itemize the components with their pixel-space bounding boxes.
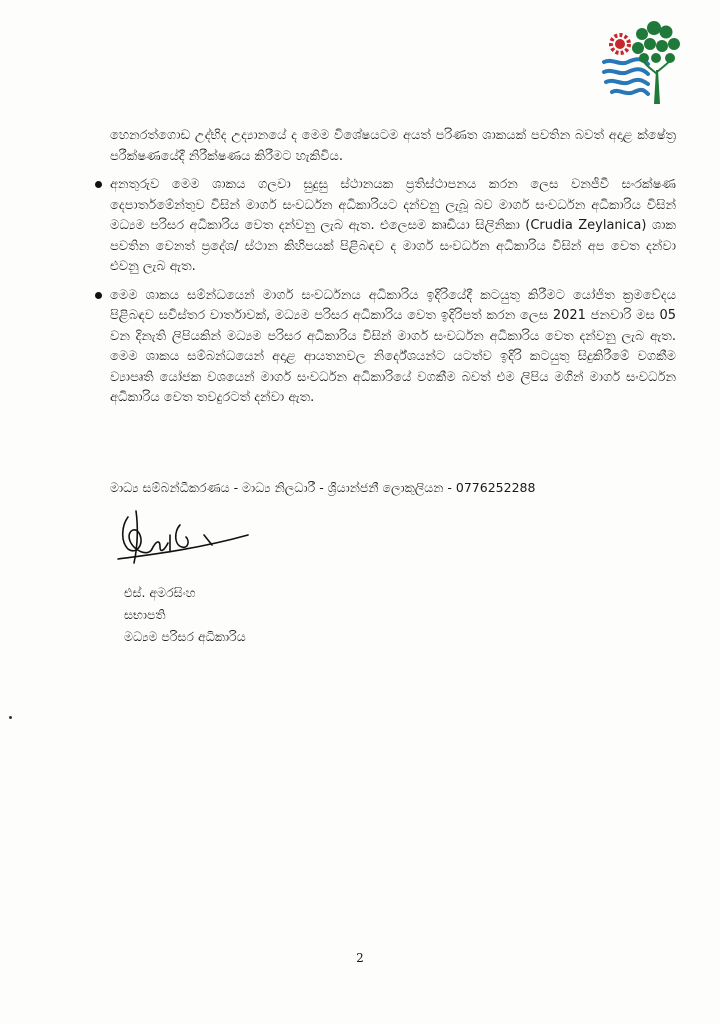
- signer-title: සභාපති: [124, 607, 166, 622]
- bullet-item: [110, 286, 676, 409]
- signer-block: [124, 582, 246, 648]
- water-icon: [604, 59, 648, 94]
- signer-name: එස්. අමරසිංහ: [124, 585, 196, 600]
- gear-icon: [611, 35, 629, 53]
- signer-organization: මධ්‍යම පරිසර අධිකාරිය: [124, 629, 246, 644]
- signature-image: [108, 505, 258, 585]
- bullet-item: [110, 175, 676, 278]
- paragraph-continuation: හෙනරත්ගොඩ උද්භිද උද්‍යානයේ ද මෙම විශේෂයටම අයත් පරිණත ශාකයක් පවතින බවත් අදාළ ක්ෂේත්‍ර පරීක්ෂණයේදී නිරීක්ෂණය කිරීමට හැකිවිය.: [110, 128, 676, 164]
- page-number: 2: [356, 951, 364, 965]
- bullet-icon: [95, 292, 102, 299]
- bullet-icon: [95, 181, 102, 188]
- authority-logo: [598, 18, 682, 108]
- letter-body: [110, 126, 676, 417]
- bullet-item-text: අනතුරුව මෙම ශාකය ගලවා සුදුසු ස්ථානයක ප්‍රතිස්ථාපනය කරන ලෙස වනජීවී සංරක්ෂණ දෙපාර්තමේන්තුව විසින් මාර්ග සංවර්ධන අධිකාරියට දන්වනු ලැබූ බව මාර්ග සංවර්ධන අධිකාරිය විසින් මධ්‍යම පරිසර අධිකාරිය වෙත දන්වනු ලැබ ඇත. එලෙසම කෘඩියා සිලිනිකා (Crudia Zeylanica) ශාක පවතින වෙනත් ප්‍රදේශ/ ස්ථාන කිහිපයක් පිළිබඳව ද මාර්ග සංවර්ධන අධිකාරිය විසින් අප වෙත දන්වා එවනු ලැබ ඇත.: [110, 177, 676, 274]
- scan-speck: [9, 716, 12, 719]
- media-contact-line: මාධ්‍ය සම්බන්ධීකරණය - මාධ්‍ය නිලධාරී - ශ්‍රියාන්ජනී ලොකුලියන - 0776252288: [110, 480, 536, 495]
- bullet-item-text: මෙම ශාකය සම්න්ධයෙන් මාර්ග සංවර්ධනය අධිකාරිය ඉදිරියේදී කටයුතු කිරීමට යෝජිත ක්‍රමවේදය පිළිබඳව සවිස්තර වාර්තාවක්, මධ්‍යම පරිසර අධිකාරිය වෙත ඉදිරිපත් කරන ලෙස 2021 ජනවාරි මස 05 වන දිනැති ලිපියකින් මධ්‍යම පරිසර අධිකාරිය විසින් මාර්ග සංවර්ධන අධිකාරිය වෙත දන්වනු ලැබ ඇත. මෙම ශාකය සම්බන්ධයෙන් අදාළ ආයතනවල නිර්දේශයන්ට යටත්ව ඉදිරි කටයුතු සිදුකිරීමේ වගකීම ව්‍යාපෘති යෝජක වශයෙන් මාර්ග සංවර්ධන අධිකාරියේ වගකීම බවත් එම ලිපිය මගින් මාර්ග සංවර්ධන අධිකාරිය වෙත තවදුරටත් දන්වා ඇත.: [110, 287, 676, 405]
